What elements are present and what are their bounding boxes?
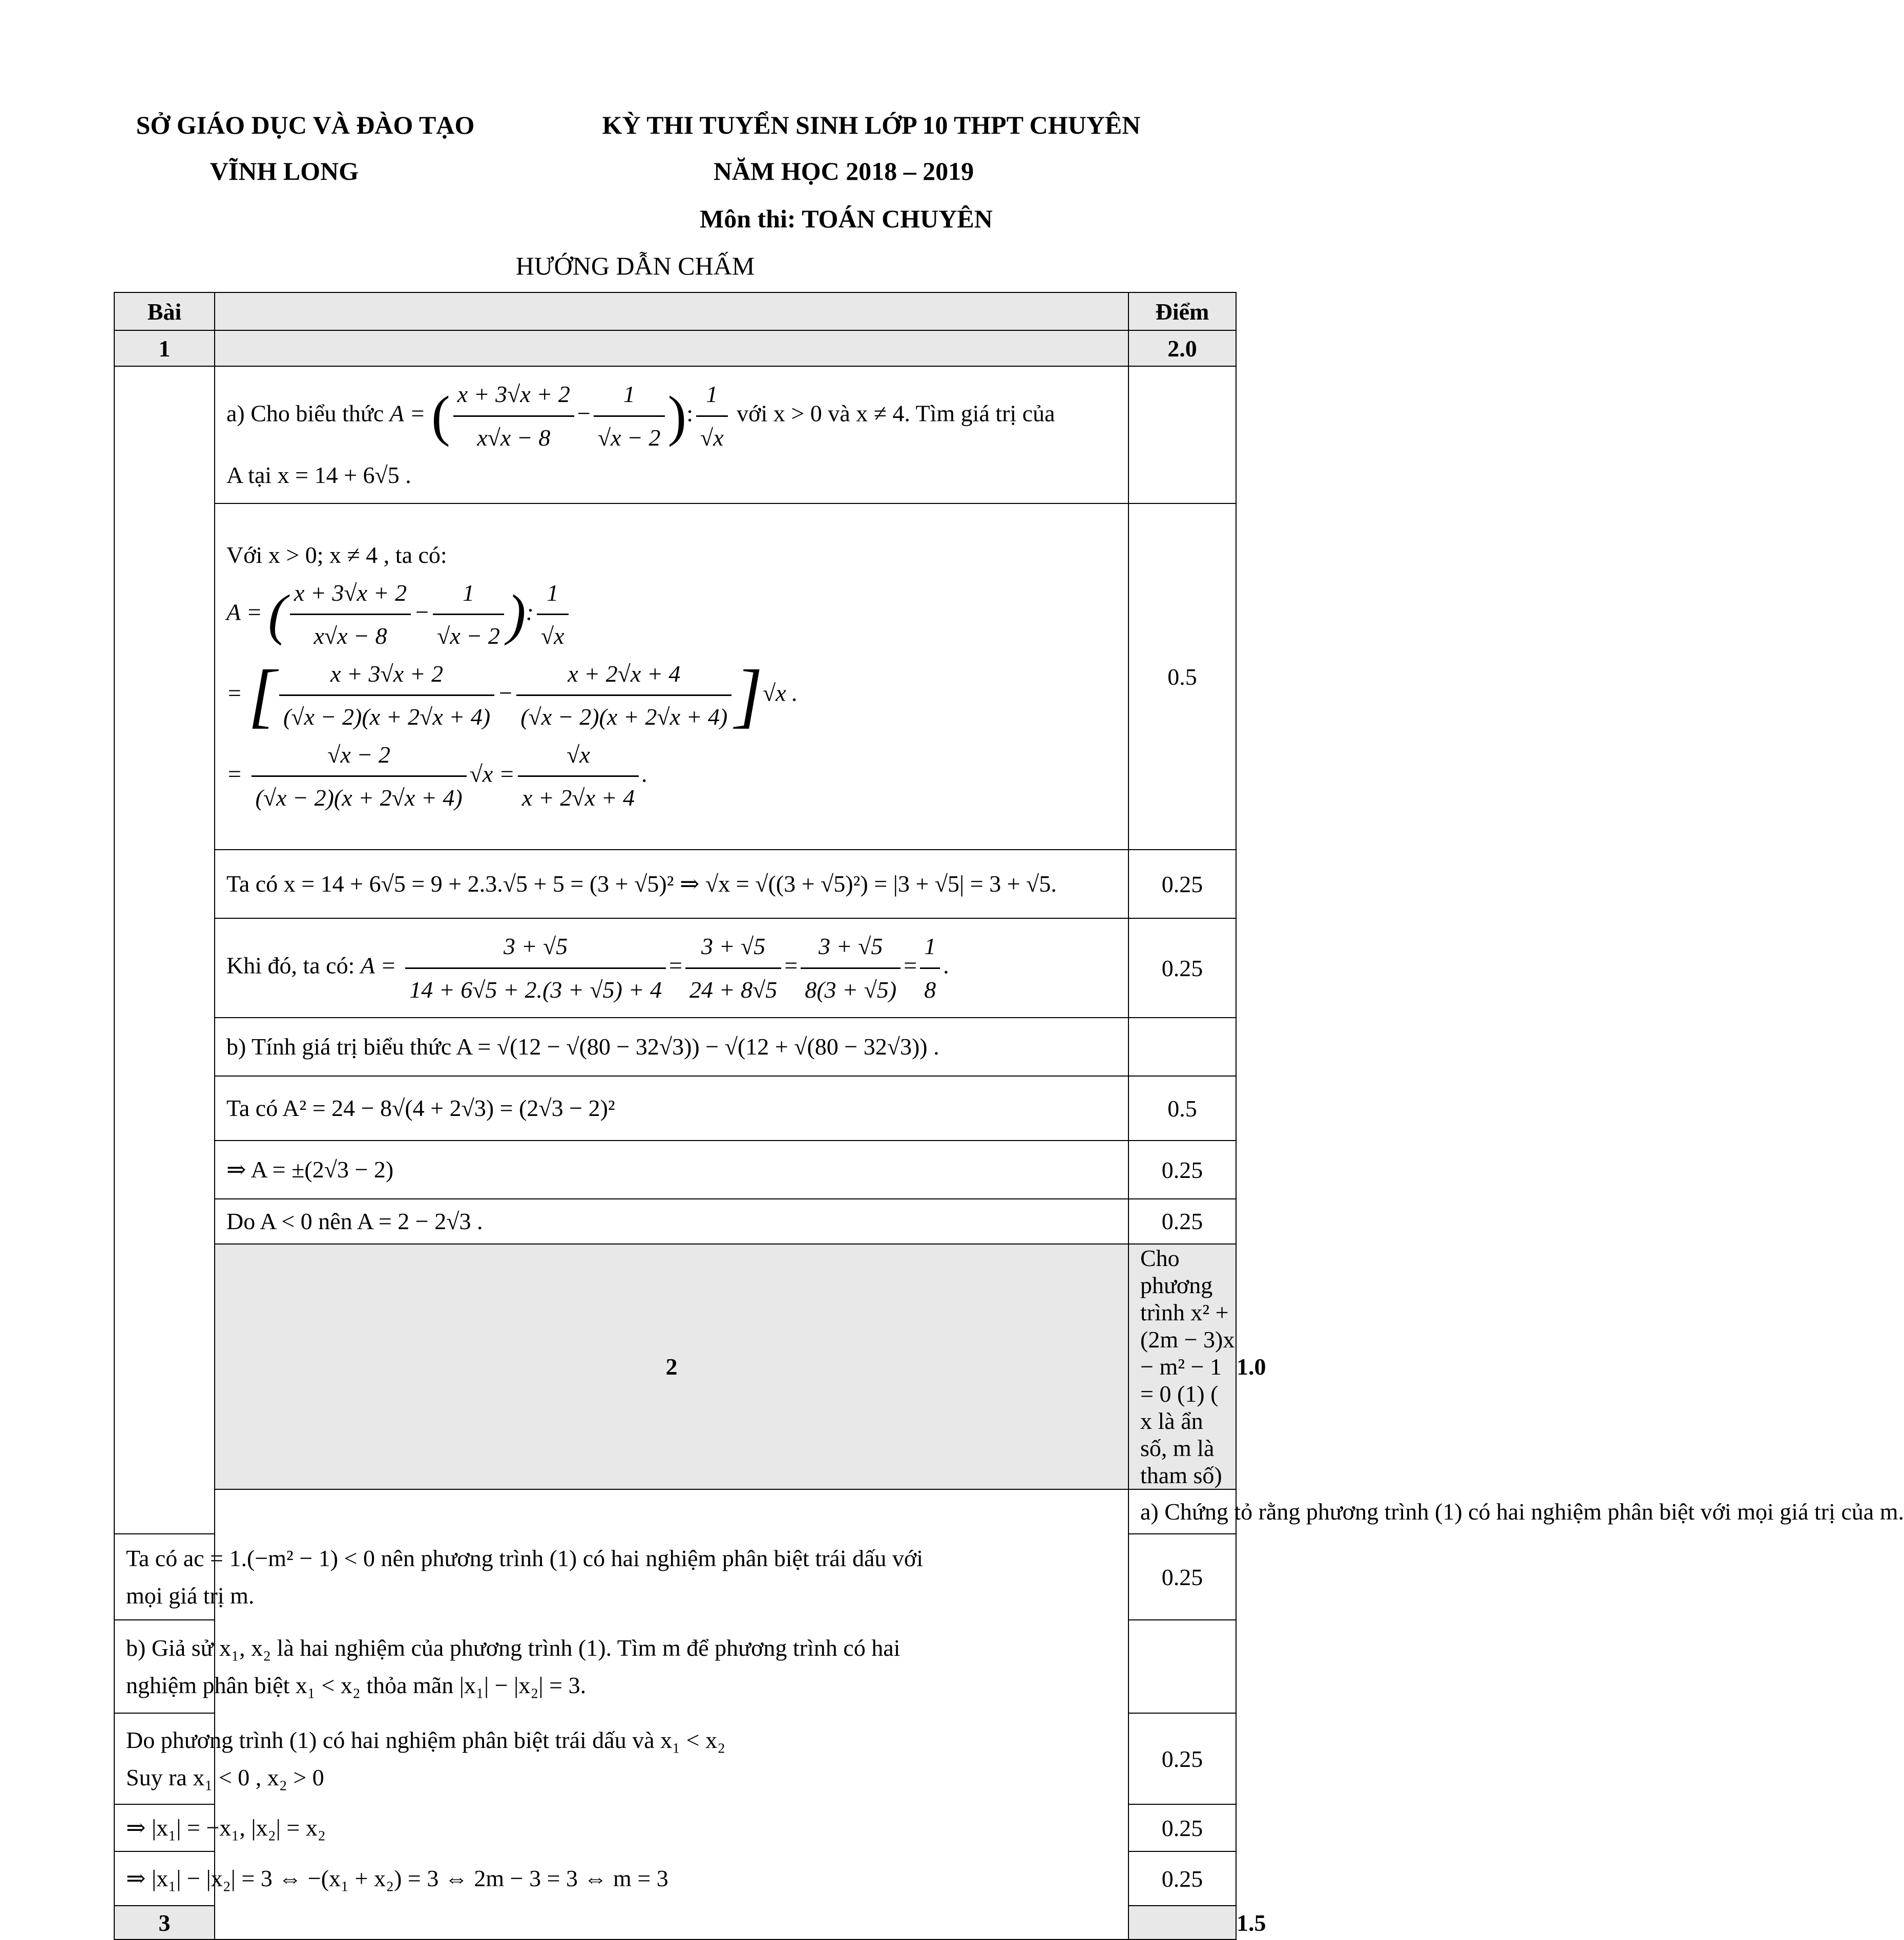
school-year: NĂM HỌC 2018 – 2019 (713, 157, 974, 185)
q1a-step2-row (114, 850, 1236, 918)
paren-close: ) (507, 583, 526, 646)
frac-num: 1 (537, 574, 569, 616)
department-name: SỞ GIÁO DỤC VÀ ĐÀO TẠO (136, 111, 475, 139)
paren-open: ( (431, 385, 450, 448)
eq-sign: = (904, 952, 917, 979)
bracket-open: [ (248, 655, 277, 735)
frac-den: x + 2√x + 4 (521, 785, 635, 811)
q2b-prompt-points-empty (1128, 1620, 1236, 1713)
q1b-prompt-row (114, 1018, 1236, 1076)
question-1-row (114, 330, 1236, 366)
q1b-step2-row (114, 1141, 1236, 1199)
frac-den: (√x − 2)(x + 2√x + 4) (255, 785, 463, 811)
q1a-frac-1 (453, 375, 574, 456)
q1a-solution-points: 0.5 (1128, 503, 1236, 850)
q1b-step3-text: Do A < 0 nên A = 2 − 2√3 . (226, 1208, 483, 1234)
frac-a (290, 574, 411, 655)
q2b-prompt-line1: b) Giả sử x₁, x₂ là hai nghiệm của phương trình (1). Tìm m để phương trình có hai (126, 1634, 901, 1661)
frac-b (433, 574, 504, 655)
minus-sign: − (414, 599, 430, 625)
q2a-solution (114, 1534, 924, 1620)
q1a-frac-2 (594, 375, 665, 456)
q2b-sol3-text: ⇒ |x₁| − |x₂| = 3 ⇔ −(x₁ + x₂) = 3 ⇔ 2m − 3 = 3 ⇔ m = 3 (126, 1865, 668, 1892)
frac-f (252, 736, 467, 817)
question-3-number: 3 (114, 1906, 215, 1939)
eq-sign: = (669, 952, 682, 979)
header-content (215, 292, 1128, 330)
frac-den: √x (540, 623, 564, 649)
frac-num: x + 2√x + 4 (516, 655, 731, 697)
bracket-close: ] (735, 655, 763, 735)
paren-open: ( (268, 583, 287, 646)
question-3-empty (1128, 1906, 1236, 1939)
eq-sign: = (226, 680, 243, 706)
q1a-sol-line3 (226, 736, 1117, 817)
province-name: VĨNH LONG (210, 157, 359, 185)
frac-num: 1 (433, 574, 504, 616)
frac-den: √x − 2 (597, 424, 661, 451)
q1b-step3-points: 0.25 (1128, 1199, 1236, 1244)
frac-num: 1 (594, 375, 665, 417)
question-1-points: 2.0 (1128, 330, 1236, 366)
q1a-frac-3 (696, 375, 728, 456)
frac-d (279, 655, 494, 736)
subject-value: TOÁN CHUYÊN (802, 204, 993, 233)
q1b-step1-points: 0.5 (1128, 1076, 1236, 1141)
q2b-sol1-line2: Suy ra x₁ < 0 , x₂ > 0 (126, 1764, 324, 1791)
q2b-sol3 (114, 1851, 668, 1906)
q1b-step2-text: ⇒ A = ±(2√3 − 2) (226, 1156, 394, 1183)
A-eq: A = (360, 952, 396, 979)
question-3-row: 3 1.5 (114, 1906, 1236, 1939)
frac-num: x + 3√x + 2 (453, 375, 574, 417)
colon-sign: : (526, 599, 534, 625)
q1b-step3 (215, 1199, 1128, 1244)
q1b-prompt-points-empty (1128, 1018, 1236, 1076)
q2b-sol3-points: 0.25 (1128, 1851, 1236, 1906)
frac-k1 (405, 927, 666, 1008)
q2b-prompt-line2: nghiệm phân biệt x₁ < x₂ thỏa mãn |x₁| − |x₂| = 3. (126, 1672, 587, 1699)
period: . (943, 952, 949, 979)
eq-sign: = (226, 761, 243, 787)
frac-den: 14 + 6√5 + 2.(3 + √5) + 4 (409, 976, 662, 1003)
grading-table (114, 292, 1904, 1940)
frac-den: √x − 2 (437, 623, 500, 649)
times-sqrt-x-eq: √x = (469, 761, 515, 787)
q2a-sol-line2: mọi giá trị m. (126, 1583, 255, 1609)
paren-close: ) (667, 385, 687, 448)
frac-den: x√x − 8 (477, 424, 551, 451)
q1a-step2-points: 0.25 (1128, 850, 1236, 918)
q1b-step2 (215, 1141, 1128, 1199)
q2a-sol-line1: Ta có ac = 1.(−m² − 1) < 0 nên phương trình (1) có hai nghiệm phân biệt trái dấu với (126, 1545, 924, 1571)
frac-den: (√x − 2)(x + 2√x + 4) (520, 704, 728, 730)
frac-num: 3 + √5 (405, 927, 666, 969)
q1b-step3-row (114, 1199, 1236, 1244)
q1a-prompt (215, 366, 1128, 503)
frac-g (518, 736, 639, 817)
q1b-step1-row (114, 1076, 1236, 1141)
q1a-step2 (215, 850, 1128, 918)
q2b-sol1-points: 0.25 (1128, 1713, 1236, 1804)
q2a-prompt-text: a) Chứng tỏ rằng phương trình (1) có hai nghiệm phân biệt với mọi giá trị của m. (1140, 1498, 1904, 1525)
q1b-prompt-text: b) Tính giá trị biểu thức A = √(12 − √(80 − 32√3)) − √(12 + √(80 − 32√3)) . (226, 1034, 939, 1060)
frac-num: 3 + √5 (685, 927, 781, 969)
q1a-prompt-points-empty (1128, 366, 1236, 503)
frac-k2 (685, 927, 781, 1008)
q2a-prompt-row (114, 1489, 1236, 1534)
q1a-sol-intro: Với x > 0; x ≠ 4 , ta có: (226, 541, 447, 568)
q2b-sol1 (114, 1713, 726, 1804)
q1a-A-eq: A = (389, 400, 426, 427)
frac-num: √x (518, 736, 639, 777)
q1b-step1 (215, 1076, 1128, 1141)
q1a-step3-row (114, 918, 1236, 1018)
question-2-prompt: Cho phương trình x² + (2m − 3)x − m² − 1 = 0 (1) ( x là ẩn số, m là tham số) (1128, 1244, 1236, 1489)
q1a-sol-line2 (226, 655, 1117, 736)
frac-num: 3 + √5 (801, 927, 901, 969)
q1a-prompt-row (114, 366, 1236, 503)
frac-den: x√x − 8 (313, 623, 387, 649)
frac-num: √x − 2 (252, 736, 467, 777)
q1a-step3 (215, 918, 1128, 1018)
frac-k3 (801, 927, 901, 1008)
q1b-step1-text: Ta có A² = 24 − 8√(4 + 2√3) = (2√3 − 2)² (226, 1095, 615, 1122)
q1a-solution-row (114, 503, 1236, 850)
q1a-step3-points: 0.25 (1128, 918, 1236, 1018)
q1a-prompt-end: A tại x = 14 + 6√5 . (226, 462, 411, 489)
q1a-step2-text: Ta có x = 14 + 6√5 = 9 + 2.3.√5 + 5 = (3 + √5)² ⇒ √x = √((3 + √5)²) = |3 + √5| = 3 + √5. (226, 871, 1057, 897)
header-diem: Điểm (1128, 292, 1236, 330)
subject-line (700, 204, 993, 234)
q1a-step3-label: Khi đó, ta có: (226, 952, 355, 979)
q2a-prompt (1128, 1489, 1904, 1534)
q1a-solution (215, 503, 1128, 850)
q2b-prompt (114, 1620, 901, 1713)
q1b-step2-points: 0.25 (1128, 1141, 1236, 1199)
question-1-empty (215, 330, 1128, 366)
exam-title: KỲ THI TUYỂN SINH LỚP 10 THPT CHUYÊN (602, 111, 1141, 139)
frac-den: (√x − 2)(x + 2√x + 4) (283, 704, 491, 730)
doc-title: HƯỚNG DẪN CHẤM (515, 251, 755, 280)
frac-den: 8(3 + √5) (805, 976, 897, 1003)
subject-label: Môn thi: (700, 204, 796, 233)
q2a-solution-points: 0.25 (1128, 1534, 1236, 1620)
colon-sign: : (686, 400, 693, 427)
frac-k4 (920, 927, 940, 1008)
frac-den: 24 + 8√5 (689, 976, 778, 1003)
frac-c (537, 574, 569, 655)
question-2-number: 2 (215, 1244, 1128, 1489)
eq-sign: = (784, 952, 798, 979)
header-bai: Bài (114, 292, 215, 330)
q1b-prompt (215, 1018, 1128, 1076)
q2b-sol2 (114, 1804, 326, 1851)
question-2-row: 2 Cho phương trình x² + (2m − 3)x − m² − 1 = 0 (1) ( x là ẩn số, m là tham số) 1.0 (114, 1244, 1236, 1489)
q1-bai-empty (114, 366, 215, 1534)
frac-num: 1 (696, 375, 728, 417)
minus-sign: − (497, 680, 514, 706)
q2b-sol2-text: ⇒ |x₁| = −x₁, |x₂| = x₂ (126, 1815, 326, 1841)
q1a-sol-line1 (226, 574, 1117, 655)
table-header-row (114, 292, 1236, 330)
q1a-prompt-start: a) Cho biểu thức (226, 400, 384, 427)
times-sqrt-x: √x . (762, 680, 798, 706)
minus-sign: − (577, 400, 591, 427)
frac-num: 1 (920, 927, 940, 969)
frac-den: 8 (924, 976, 936, 1003)
frac-e (516, 655, 731, 736)
A-eq: A = (226, 599, 262, 625)
period: . (642, 761, 648, 787)
frac-den: √x (700, 424, 724, 451)
frac-num: x + 3√x + 2 (279, 655, 494, 697)
frac-num: x + 3√x + 2 (290, 574, 411, 616)
question-1-number: 1 (114, 330, 215, 366)
q2b-sol2-points: 0.25 (1128, 1804, 1236, 1851)
q2b-sol1-line1: Do phương trình (1) có hai nghiệm phân biệt trái dấu và x₁ < x₂ (126, 1726, 726, 1753)
q1a-prompt-cond: với x > 0 và x ≠ 4. Tìm giá trị của (737, 400, 1055, 427)
